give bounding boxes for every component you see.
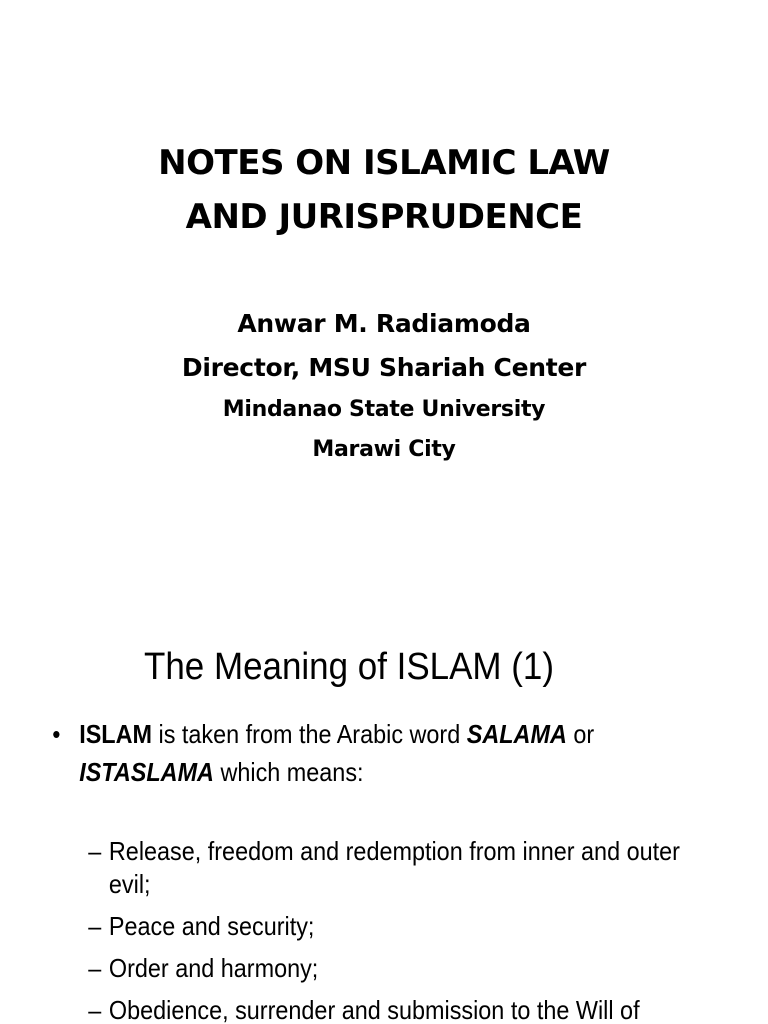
content-slide: [0, 560, 768, 1024]
sub-item-text: Order and harmony;: [108, 953, 319, 983]
bullet-text-2: or: [566, 719, 595, 749]
bullet-marker: •: [52, 719, 61, 749]
sub-list: [0, 835, 768, 1024]
sub-item: [0, 835, 685, 901]
author-city: Marawi City: [312, 437, 456, 462]
sub-item: [0, 994, 685, 1024]
sub-marker: –: [88, 911, 102, 941]
bullet-text-1: is taken from the Arabic word: [152, 719, 467, 749]
title-line-1: NOTES ON ISLAMIC LAW: [158, 143, 610, 183]
sub-item: [0, 910, 685, 943]
sub-marker: –: [88, 836, 102, 866]
author-institution: Mindanao State University: [222, 397, 546, 422]
slide-heading: The Meaning of ISLAM (1): [144, 646, 555, 688]
title-line-2: AND JURISPRUDENCE: [185, 197, 583, 237]
document-title: [0, 136, 768, 244]
bullet-text-3: which means:: [213, 757, 364, 787]
sub-item-text: Peace and security;: [108, 911, 315, 941]
bullet-term: ISLAM: [79, 719, 153, 749]
slide-body: [0, 715, 768, 1024]
bullet-item: [0, 715, 718, 791]
author-block: [0, 302, 768, 470]
sub-marker: –: [88, 953, 102, 983]
sub-item-text: Obedience, surrender and submission to the Will of: [108, 995, 640, 1024]
author-name: Anwar M. Radiamoda: [237, 309, 531, 338]
sub-item-text: Release, freedom and redemption from inner and outer evil;: [108, 836, 680, 899]
sub-item: [0, 952, 685, 985]
author-position: Director, MSU Shariah Center: [181, 353, 587, 382]
bullet-word-salama: SALAMA: [466, 719, 567, 749]
sub-marker: –: [88, 995, 102, 1024]
bullet-word-istaslama: ISTASLAMA: [79, 757, 214, 787]
